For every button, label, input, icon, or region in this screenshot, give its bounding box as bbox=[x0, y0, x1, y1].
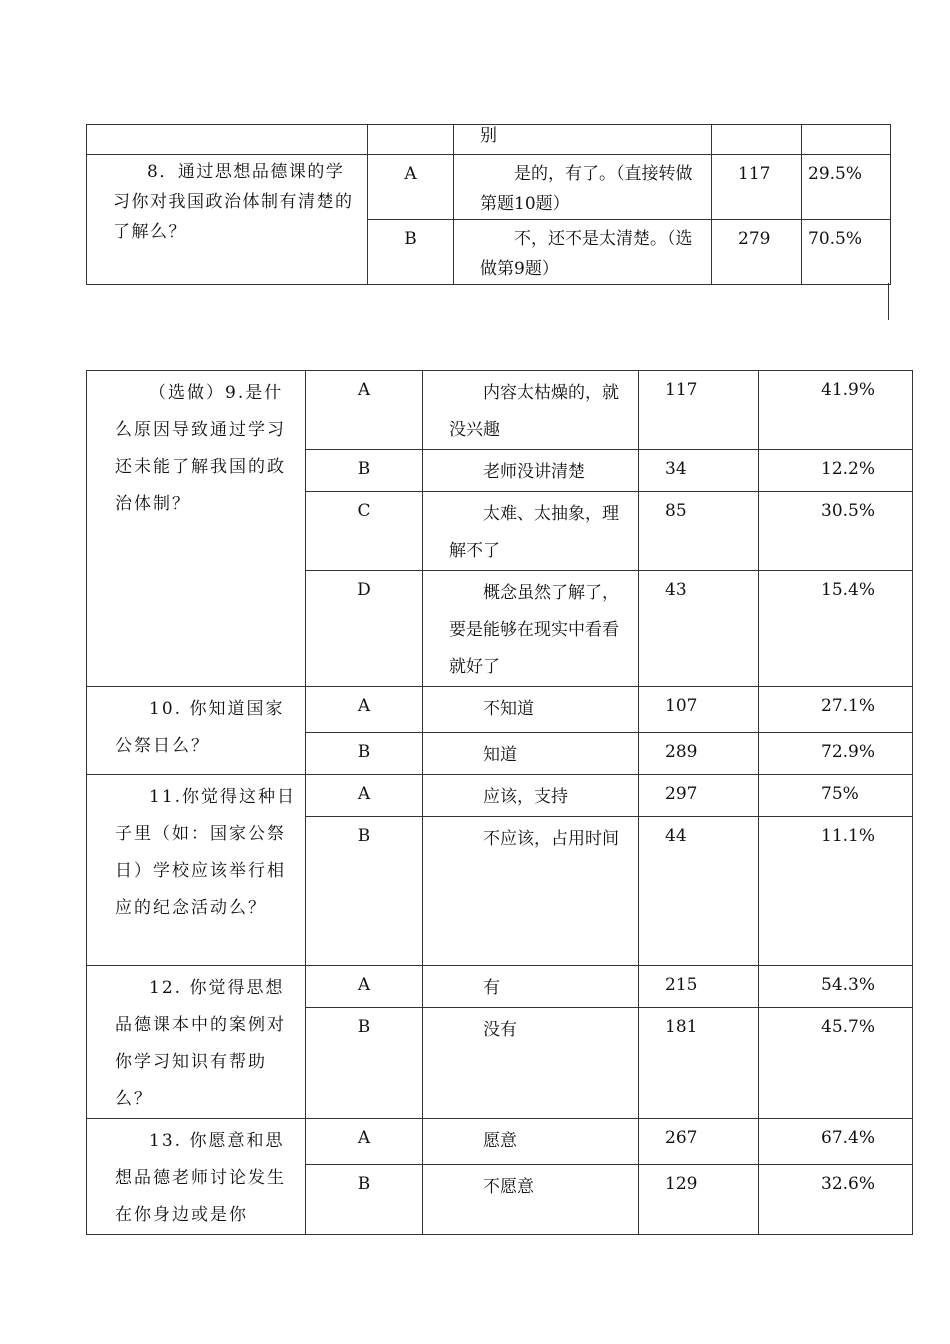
count-cell: 107 bbox=[639, 687, 759, 733]
survey-table-2 bbox=[86, 370, 913, 1235]
answer-cell: 是的，有了。（直接转做第题10题） bbox=[454, 155, 712, 220]
count-cell: 279 bbox=[712, 220, 802, 285]
count-cell: 44 bbox=[639, 817, 759, 966]
count-cell: 289 bbox=[639, 733, 759, 775]
percent-cell: 70.5% bbox=[802, 220, 891, 285]
percent-cell: 27.1% bbox=[759, 687, 913, 733]
answer-cell: 不知道 bbox=[423, 687, 639, 733]
table-row bbox=[87, 125, 891, 155]
answer-cell: 知道 bbox=[423, 733, 639, 775]
percent-cell: 11.1% bbox=[759, 817, 913, 966]
percent-cell: 32.6% bbox=[759, 1164, 913, 1234]
table-border-fragment bbox=[888, 283, 889, 320]
option-label: B bbox=[306, 817, 423, 966]
percent-cell: 29.5% bbox=[802, 155, 891, 220]
answer-cell: 不，还不是太清楚。（选做第9题） bbox=[454, 220, 712, 285]
option-label: B bbox=[306, 733, 423, 775]
table-row bbox=[87, 1119, 913, 1165]
option-label: B bbox=[368, 220, 454, 285]
percent-cell: 54.3% bbox=[759, 966, 913, 1008]
answer-cell: 太难、太抽象，理解不了 bbox=[423, 492, 639, 571]
percent-cell: 41.9% bbox=[759, 371, 913, 450]
question-11: 11.你觉得这种日子里（如：国家公祭日）学校应该举行相应的纪念活动么？ bbox=[87, 775, 306, 966]
answer-cell: 没有 bbox=[423, 1008, 639, 1119]
answer-cell: 别 bbox=[454, 125, 712, 155]
answer-cell: 内容太枯燥的，就没兴趣 bbox=[423, 371, 639, 450]
option-label: B bbox=[306, 1164, 423, 1234]
option-label: A bbox=[368, 155, 454, 220]
count-cell: 297 bbox=[639, 775, 759, 817]
option-label: B bbox=[306, 450, 423, 492]
option-label: A bbox=[306, 775, 423, 817]
answer-cell: 概念虽然了解了，要是能够在现实中看看就好了 bbox=[423, 571, 639, 687]
answer-cell: 老师没讲清楚 bbox=[423, 450, 639, 492]
count-cell: 117 bbox=[639, 371, 759, 450]
question-12: 12. 你觉得思想品德课本中的案例对你学习知识有帮助么？ bbox=[87, 966, 306, 1119]
count-cell: 129 bbox=[639, 1164, 759, 1234]
option-label: A bbox=[306, 687, 423, 733]
option-label: B bbox=[306, 1008, 423, 1119]
option-label: C bbox=[306, 492, 423, 571]
table-row bbox=[87, 155, 891, 220]
question-13: 13. 你愿意和思想品德老师讨论发生在你身边或是你 bbox=[87, 1119, 306, 1235]
survey-table-1 bbox=[86, 124, 891, 285]
percent-cell: 72.9% bbox=[759, 733, 913, 775]
percent-cell: 30.5% bbox=[759, 492, 913, 571]
count-cell: 181 bbox=[639, 1008, 759, 1119]
answer-cell: 愿意 bbox=[423, 1119, 639, 1165]
count-cell: 215 bbox=[639, 966, 759, 1008]
option-label: A bbox=[306, 371, 423, 450]
answer-cell: 应该，支持 bbox=[423, 775, 639, 817]
table-row bbox=[87, 687, 913, 733]
percent-cell: 75% bbox=[759, 775, 913, 817]
table-row bbox=[87, 966, 913, 1008]
option-label: D bbox=[306, 571, 423, 687]
table-row bbox=[87, 371, 913, 450]
percent-cell: 15.4% bbox=[759, 571, 913, 687]
count-cell: 117 bbox=[712, 155, 802, 220]
question-8: 8．通过思想品德课的学习你对我国政治体制有清楚的了解么？ bbox=[87, 155, 368, 285]
count-cell: 34 bbox=[639, 450, 759, 492]
count-cell: 85 bbox=[639, 492, 759, 571]
question-9: （选做）9.是什么原因导致通过学习还未能了解我国的政治体制？ bbox=[87, 371, 306, 687]
count-cell: 43 bbox=[639, 571, 759, 687]
table-row bbox=[87, 775, 913, 817]
option-label: A bbox=[306, 1119, 423, 1165]
answer-cell: 不应该，占用时间 bbox=[423, 817, 639, 966]
answer-cell: 有 bbox=[423, 966, 639, 1008]
percent-cell: 45.7% bbox=[759, 1008, 913, 1119]
count-cell: 267 bbox=[639, 1119, 759, 1165]
question-10: 10. 你知道国家公祭日么？ bbox=[87, 687, 306, 775]
option-label: A bbox=[306, 966, 423, 1008]
answer-cell: 不愿意 bbox=[423, 1164, 639, 1234]
percent-cell: 67.4% bbox=[759, 1119, 913, 1165]
percent-cell: 12.2% bbox=[759, 450, 913, 492]
